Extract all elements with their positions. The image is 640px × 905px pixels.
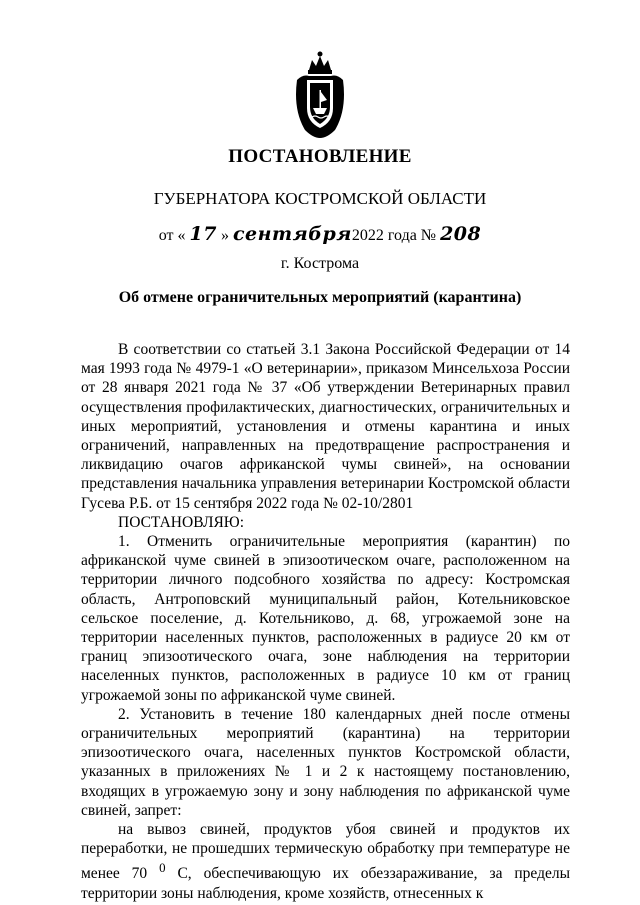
- item-2a-paragraph: [81, 820, 570, 903]
- city-line: г. Кострома: [280, 255, 360, 272]
- date-day: 17: [189, 223, 217, 245]
- issuer-name: ГУБЕРНАТОРА КОСТРОМСКОЙ ОБЛАСТИ: [153, 189, 487, 208]
- date-month: сентября: [232, 223, 352, 245]
- item-2a-start: на вывоз свиней, продуктов убоя свиней и продуктов их переработки, не прошедших термическую обработку при температуре не менее 70: [81, 821, 570, 883]
- date-prefix: от «: [158, 227, 186, 244]
- document-title: ПОСТАНОВЛЕНИЕ: [228, 146, 412, 167]
- document-number: 208: [440, 223, 482, 245]
- item-2-paragraph: 2. Установить в течение 180 календарных дней после отмены ограничительных мероприятий (карантина) на территории эпизоотического очага, населенных пунктов Костромской области, указанных в приложениях № 1 и 2 к настоящему постановлению, входящих в угрожаемую зону и зону наблюдения по африканской чуме свиней, запрет:: [81, 705, 570, 819]
- preamble-paragraph: В соответствии со статьей 3.1 Закона Российской Федерации от 14 мая 1993 года № 4979-1 «О ветеринарии», приказом Минсельхоза России от 28 января 2021 года № 37 «Об утверждении Ветеринарных правил осуществления профилактических, диагностических, ограничительных и иных мероприятий, установления и отмены карантина и иных ограничений, направленных на предотвращение распространения и ликвидацию очагов африканской чумы свиней», на основании представления начальника управления ветеринарии Костромской области Гусева Р.Б. от 15 сентября 2022 года № 02-10/2801: [81, 341, 570, 512]
- item-2a-end: С, обеспечивающую их обеззараживание, за пределы территории зоны наблюдения, кроме хозяйств, отнесенных к: [81, 865, 571, 902]
- date-mid: »: [220, 227, 229, 244]
- date-year: 2022 года №: [351, 227, 437, 244]
- date-line: [0, 223, 640, 245]
- coat-of-arms-icon: [291, 50, 349, 140]
- degree-mark: 0: [159, 860, 166, 876]
- item-1-paragraph: 1. Отменить ограничительные мероприятия (карантин) по африканской чуме свиней в эпизоотическом очаге, расположенном на территории личного подсобного хозяйства по адресу: Костромская область, Антроповский муниципальный район, Котельниковское сельское поселение, д. Котельниково, д. 68, угрожаемой зоне на территории населенных пунктов, расположенных в радиусе 20 км от границ эпизоотического очага, зоне наблюдения на территории населенных пунктов, расположенных в радиусе 10 км от границ угрожаемой зоны по африканской чуме свиней.: [81, 533, 570, 704]
- document-body: [81, 340, 570, 903]
- resolve-line: ПОСТАНОВЛЯЮ:: [118, 513, 245, 531]
- document-subject: Об отмене ограничительных мероприятий (карантина): [118, 289, 522, 306]
